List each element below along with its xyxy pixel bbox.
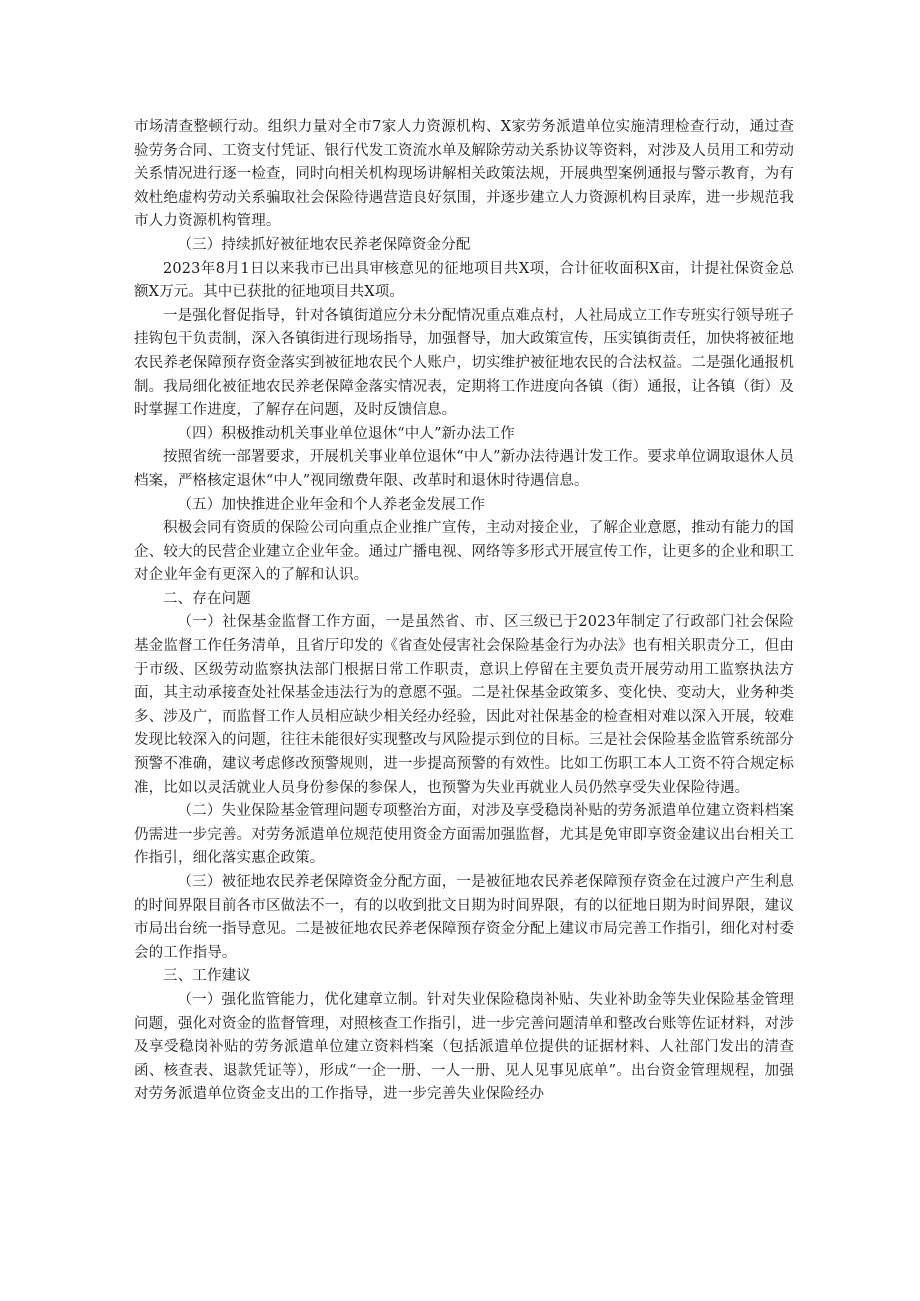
paragraph: （二）失业保险基金管理问题专项整治方面，对涉及享受稳岗补贴的劳务派遣单位建立资料档案仍需进一步完善。对劳务派遣单位规范使用资金方面需加强监督，尤其是免审即享资金建议出台相关工作指引，细化落实惠企政策。 <box>134 803 794 867</box>
chapter-heading: 二、存在问题 <box>163 590 251 607</box>
paragraph: （三）被征地农民养老保障资金分配方面，一是被征地农民养老保障预存资金在过渡户产生利息的时间界限目前各市区做法不一，有的以收到批文日期为时间界限，有的以征地日期为时间界限，建议市局出台统一指导意见。二是被征地农民养老保障预存资金分配上建议市局完善工作指引，细化对村委会的工作指导。 <box>134 874 794 961</box>
paragraph: 一是强化督促指导，针对各镇街道应分未分配情况重点难点村，人社局成立工作专班实行领导班子挂钩包干负责制，深入各镇街进行现场指导，加强督导，加大政策宣传，压实镇街责任，加快将被征地农民养老保障预存资金落实到被征地农民个人账户，切实维护被征地农民的合法权益。二是强化通报机制。我局细化被征地农民养老保障金落实情况表，定期将工作进度向各镇（街）通报，让各镇（街）及时掌握工作进度，了解存在问题，及时反馈信息。 <box>134 307 794 419</box>
section-heading: （三）持续抓好被征地农民养老保障资金分配 <box>177 236 471 253</box>
paragraph: （一）社保基金监督工作方面，一是虽然省、市、区三级已于2023年制定了行政部门社会保险基金监督工作任务清单，且省厅印发的《省查处侵害社会保险基金行为办法》也有相关职责分工，但由于市级、区级劳动监察执法部门根据日常工作职责，意识上停留在主要负责开展劳动用工监察执法方面，其主动承接查处社保基金违法行为的意愿不强。二是社保基金政策多、变化快、变动大，业务种类多、涉及广，而监督工作人员相应缺少相关经办经验，因此对社保基金的检查相对难以深入开展，较难发现比较深入的问题，往往未能很好实现整改与风险提示到位的目标。三是社会保险基金监管系统部分预警不准确，建议考虑修改预警规则，进一步提高预警的有效性。比如工伤职工本人工资不符合规定标准，比如以灵活就业人员身份参保的参保人，也预警为失业再就业人员仍然享受失业保险待遇。 <box>134 614 794 796</box>
paragraph: 2023年8月1日以来我市已出具审核意见的征地项目共X项，合计征收面积X亩，计提社保资金总额X万元。其中已获批的征地项目共X项。 <box>134 260 794 301</box>
section-heading: （四）积极推动机关事业单位退休“中人”新办法工作 <box>177 425 515 442</box>
document-body <box>134 116 794 1107</box>
paragraph: （一）强化监管能力，优化建章立制。针对失业保险稳岗补贴、失业补助金等失业保险基金管理问题，强化对资金的监督管理，对照核查工作指引，进一步完善问题清单和整改台账等佐证材料，对涉及享受稳岗补贴的劳务派遣单位建立资料档案（包括派遣单位提供的证据材料、人社部门发出的清查函、核查表、退款凭证等），形成“一企一册、一人一册、见人见事见底单”。出台资金管理规程，加强对劳务派遣单位资金支出的工作指导，进一步完善失业保险经办 <box>134 991 794 1103</box>
section-heading: （五）加快推进企业年金和个人养老金发展工作 <box>177 496 486 513</box>
paragraph: 积极会同有资质的保险公司向重点企业推广宣传，主动对接企业，了解企业意愿，推动有能力的国企、较大的民营企业建立企业年金。通过广播电视、网络等多形式开展宣传工作，让更多的企业和职工对企业年金有更深入的了解和认识。 <box>134 520 794 584</box>
chapter-heading: 三、工作建议 <box>163 968 251 985</box>
paragraph: 市场清查整顿行动。组织力量对全市7家人力资源机构、X家劳务派遣单位实施清理检查行动，通过查验劳务合同、工资支付凭证、银行代发工资流水单及解除劳动关系协议等资料，对涉及人员用工和劳动关系情况进行逐一检查，同时向相关机构现场讲解相关政策法规，开展典型案例通报与警示教育，为有效杜绝虚构劳动关系骗取社会保险待遇营造良好氛围，并逐步建立人力资源机构目录库，进一步规范我市人力资源机构管理。 <box>134 119 794 230</box>
paragraph: 按照省统一部署要求，开展机关事业单位退休“中人”新办法待遇计发工作。要求单位调取退休人员档案，严格核定退休“中人”视同缴费年限、改革时和退休时待遇信息。 <box>134 449 794 489</box>
